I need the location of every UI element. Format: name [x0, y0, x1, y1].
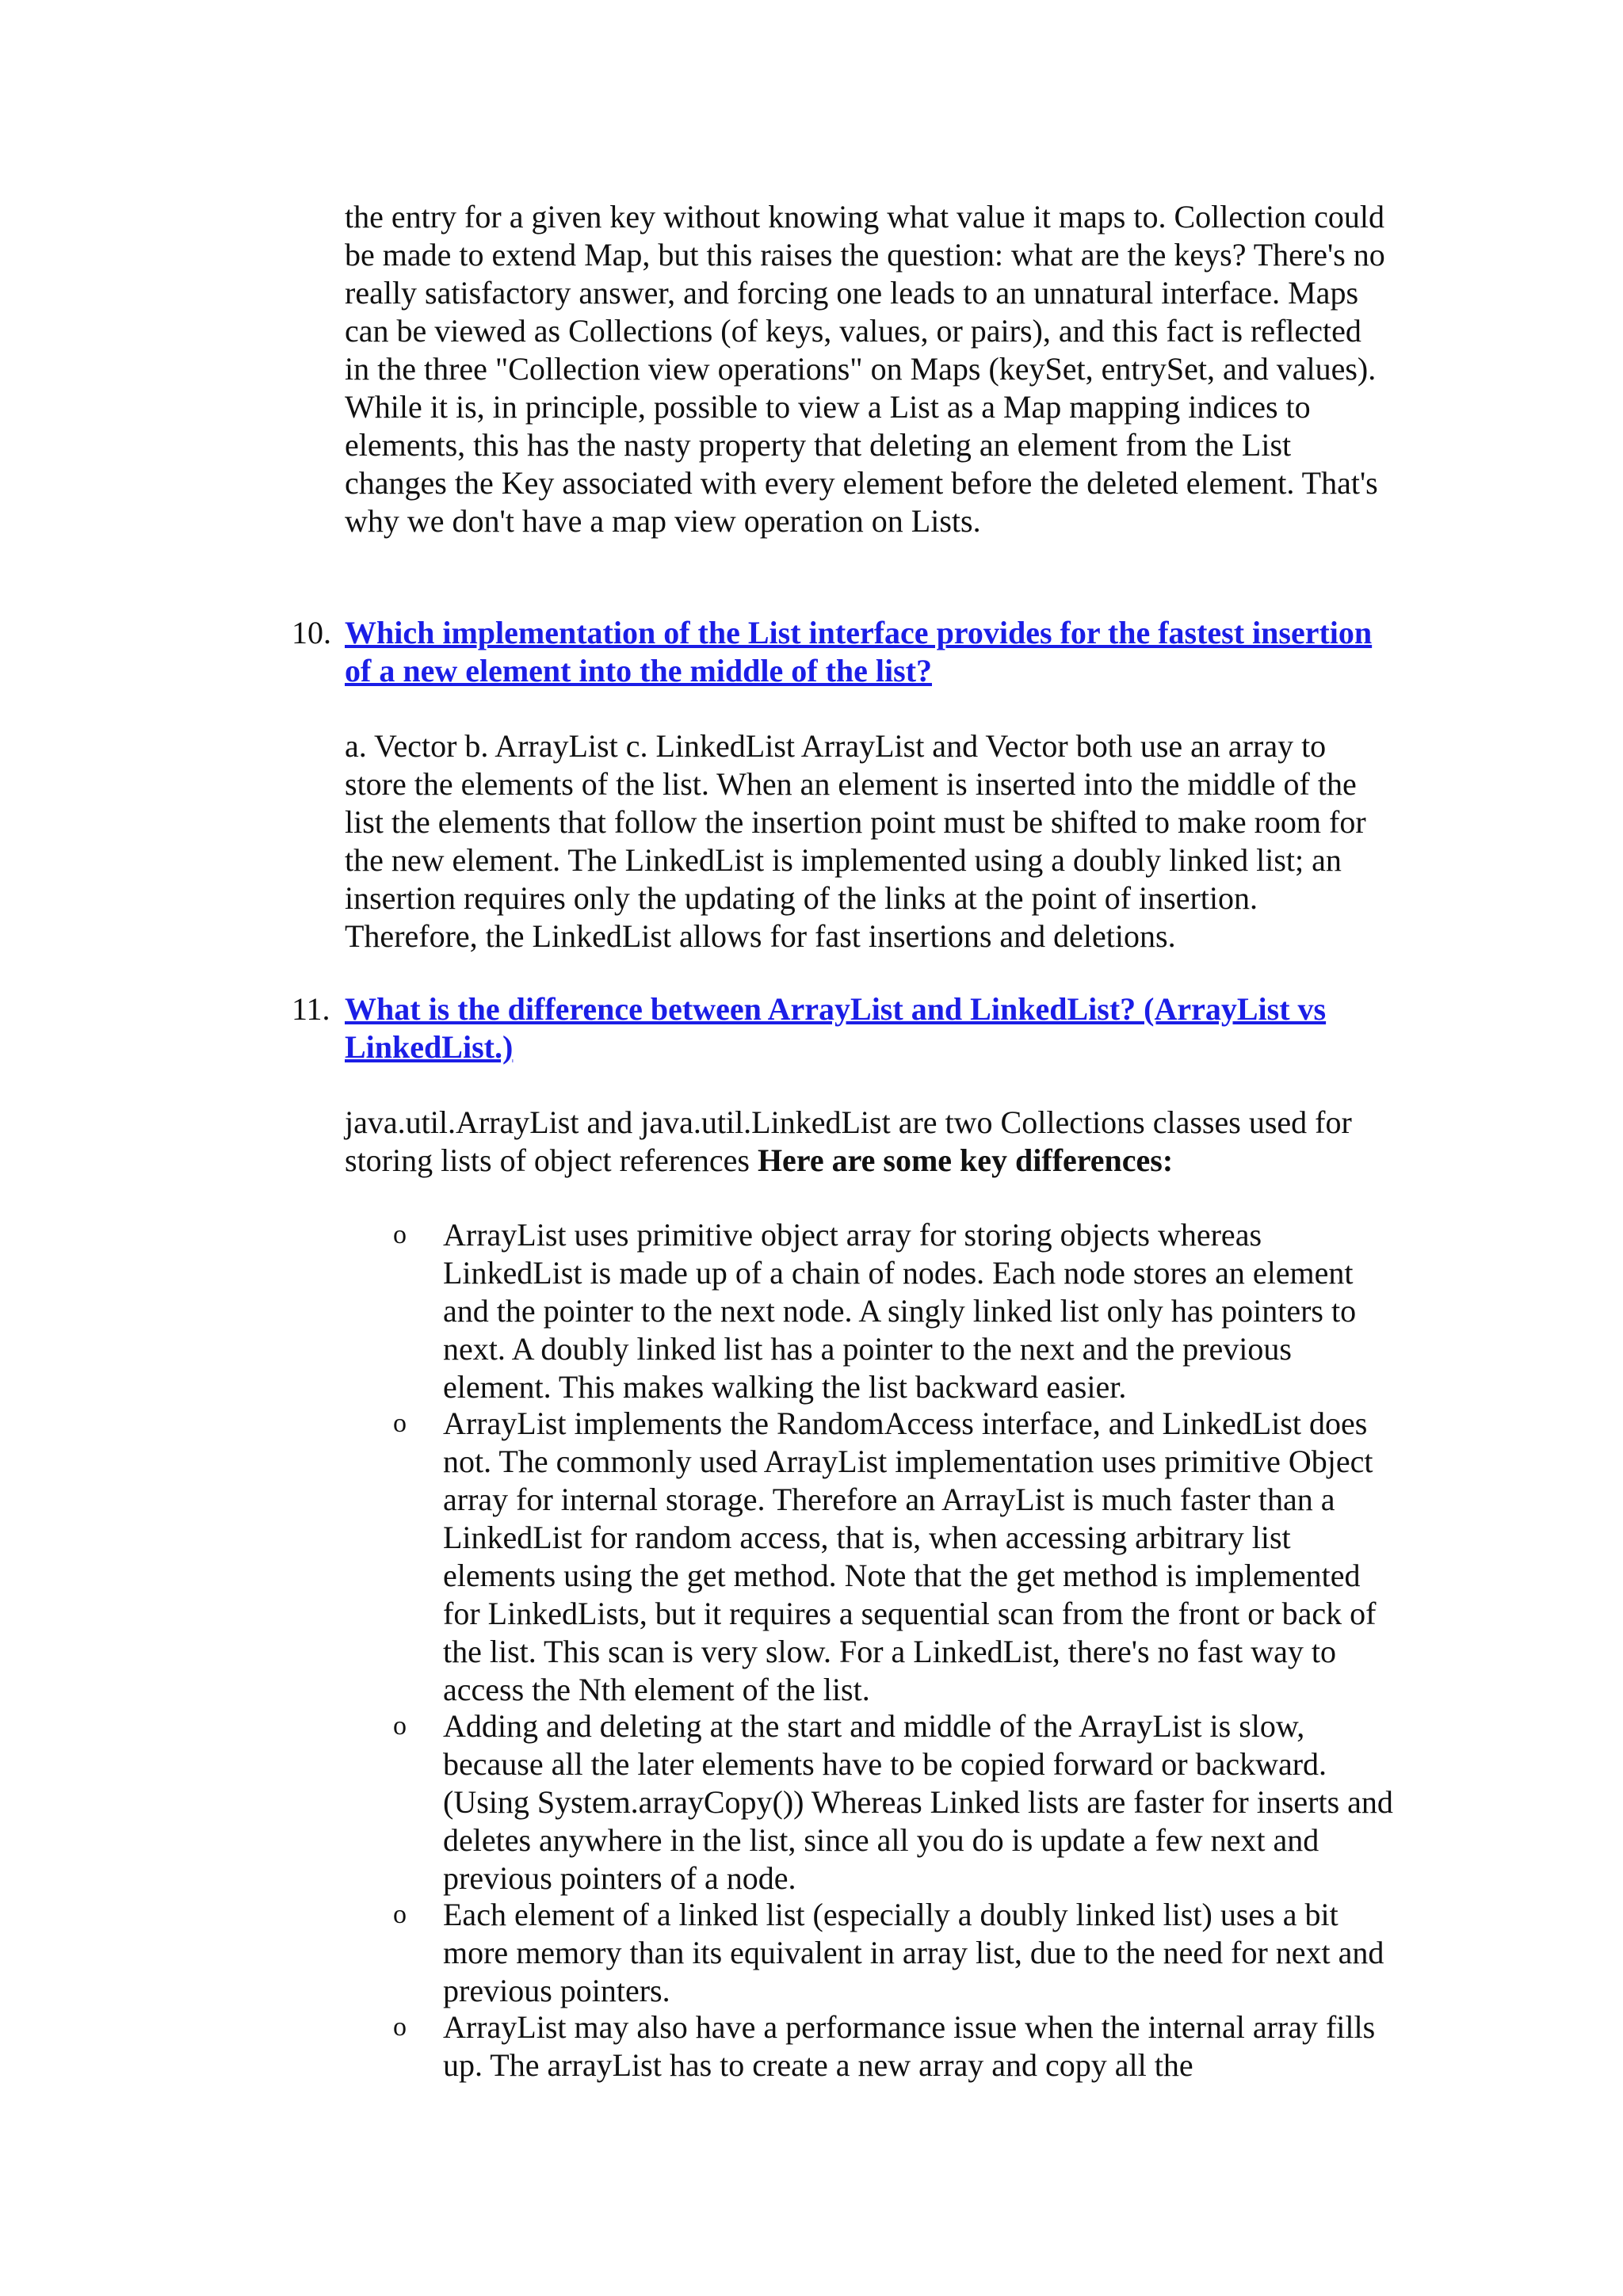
list-item-text: ArrayList may also have a performance issue when the internal array fills up. The arrayList has to create a new array and copy all the [443, 2009, 1376, 2083]
question-10-link[interactable]: Which implementation of the List interface provides for the fastest insertion of a new element into the middle of the list? [345, 615, 1373, 688]
bullet-marker: o [393, 1409, 407, 1438]
list-item-text: ArrayList implements the RandomAccess interface, and LinkedList does not. The commonly used ArrayList implementation uses primitive Object array for internal storage. Therefore an ArrayList is much faster than a LinkedList for random access, that is, when accessing arbitrary list elements using the get method. Note that the get method is implemented for LinkedLists, but it requires a sequential scan from the front or back of the list. This scan is very slow. For a LinkedList, there's no fast way to access the Nth element of the list. [443, 1405, 1377, 1707]
question-10-answer: a. Vector b. ArrayList c. LinkedList ArrayList and Vector both use an array to store the elements of the list. When an element is inserted into the middle of the list the elements that follow the insertion point must be shifted to make room for the new element. The LinkedList is implemented using a doubly linked list; an insertion requires only the updating of the links at the point of insertion. Therefore, the LinkedList allows for fast insertions and deletions. [345, 728, 1366, 954]
question-11-link[interactable]: What is the difference between ArrayList and LinkedList? (ArrayList vs LinkedList.) [345, 991, 1327, 1065]
question-11-intro-text: java.util.ArrayList and java.util.LinkedList are two Collections classes used for storing lists of object references [345, 1104, 1352, 1178]
list-item-text: ArrayList uses primitive object array for storing objects whereas LinkedList is made up of a chain of nodes. Each node stores an element and the pointer to the next node. A singly linked list only has pointers to next. A doubly linked list has a pointer to the next and the previous element. This makes walking the list backward easier. [443, 1217, 1357, 1405]
bullet-marker: o [393, 1900, 407, 1929]
question-10-number: 10. [292, 615, 331, 650]
bullet-marker: o [393, 1711, 407, 1741]
list-item-text: Adding and deleting at the start and middle of the ArrayList is slow, because all the later elements have to be copied forward or backward. (Using System.arrayCopy()) Whereas Linked lists are faster for inserts and deletes anywhere in the list, since all you do is update a few next and previous pointers of a node. [443, 1708, 1393, 1896]
list-item-text: Each element of a linked list (especially a doubly linked list) uses a bit more memory than its equivalent in array list, due to the need for next and previous pointers. [443, 1897, 1384, 2008]
question-11-number: 11. [292, 991, 330, 1027]
question-11-intro [345, 1104, 1391, 1180]
continuation-paragraph: the entry for a given key without knowing what value it maps to. Collection could be made to extend Map, but this raises the question: what are the keys? There's no really satisfactory answer, and forcing one leads to an unnatural interface. Maps can be viewed as Collections (of keys, values, or pairs), and this fact is reflected in the three "Collection view operations" on Maps (keySet, entrySet, and values). While it is, in principle, possible to view a List as a Map mapping indices to elements, this has the nasty property that deleting an element from the List changes the Key associated with every element before the deleted element. That's why we don't have a map view operation on Lists. [345, 199, 1385, 539]
bullet-marker: o [393, 2012, 407, 2042]
question-11-intro-bold: Here are some key differences: [757, 1142, 1174, 1178]
bullet-marker: o [393, 1220, 407, 1249]
